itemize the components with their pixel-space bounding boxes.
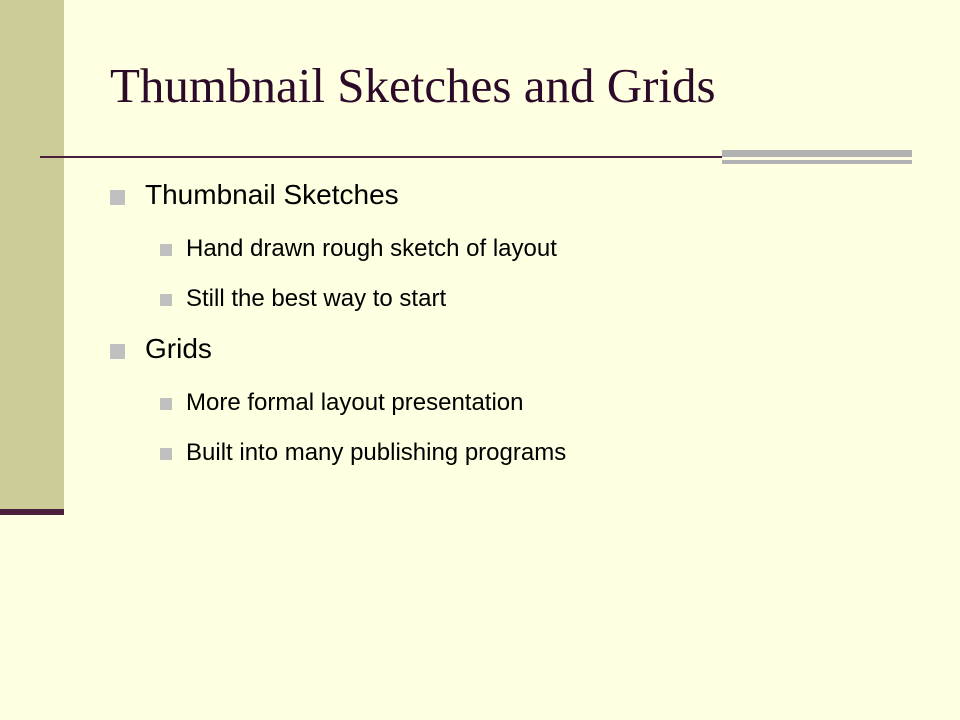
slide-title: Thumbnail Sketches and Grids [110,58,716,113]
square-bullet-icon [110,344,125,359]
bullet-text: More formal layout presentation [186,389,524,416]
bullet-text: Thumbnail Sketches [145,179,399,210]
square-bullet-icon [160,398,172,410]
bullet-text: Hand drawn rough sketch of layout [186,235,557,262]
bullet-text: Grids [145,333,212,364]
side-band-underline [0,509,64,515]
title-divider-accent-shadow [722,160,912,164]
square-bullet-icon [110,190,125,205]
side-decoration-band [0,0,64,512]
bullet-text: Still the best way to start [186,285,447,312]
title-divider-line [40,156,722,158]
title-divider-accent [722,150,912,157]
square-bullet-icon [160,448,172,460]
bullet-text: Built into many publishing programs [186,439,567,466]
square-bullet-icon [160,294,172,306]
square-bullet-icon [160,244,172,256]
